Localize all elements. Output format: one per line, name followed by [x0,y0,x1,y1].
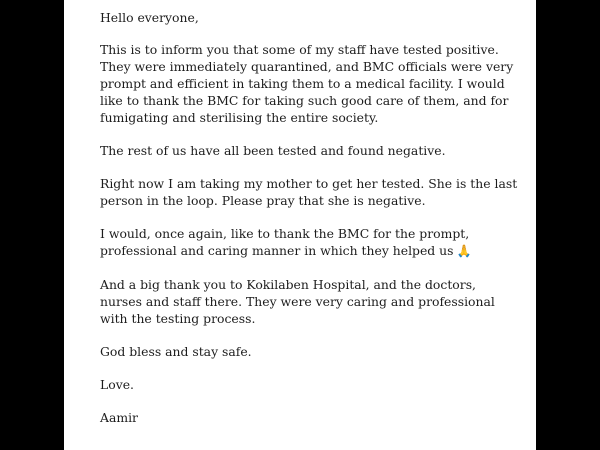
folded-hands-icon: 🙏 [456,244,472,258]
letter-page [64,0,536,450]
signature: Aamir [100,410,138,425]
paragraph-thank-bmc [100,225,520,260]
paragraph-staff-positive: This is to inform you that some of my staff have tested positive. They were immediately quarantined, and BMC officials were very prompt and efficient in taking them to a medical facility. I would like to thank the BMC for taking such good care of them, and for fumigating and sterilising the entire society. [100,42,514,125]
thank-bmc-text: I would, once again, like to thank the BMC for the prompt, professional and caring manner in which they helped us [100,226,470,258]
paragraph-mother-test: Right now I am taking my mother to get her tested. She is the last person in the loop. Please pray that she is negative. [100,176,518,208]
paragraph-rest-negative: The rest of us have all been tested and found negative. [100,143,446,158]
paragraph-thank-hospital: And a big thank you to Kokilaben Hospital, and the doctors, nurses and staff there. They were very caring and professional with the testing process. [100,277,495,326]
letter-body [100,9,520,442]
paragraph-blessing: God bless and stay safe. [100,344,252,359]
greeting: Hello everyone, [100,10,199,25]
closing: Love. [100,377,134,392]
